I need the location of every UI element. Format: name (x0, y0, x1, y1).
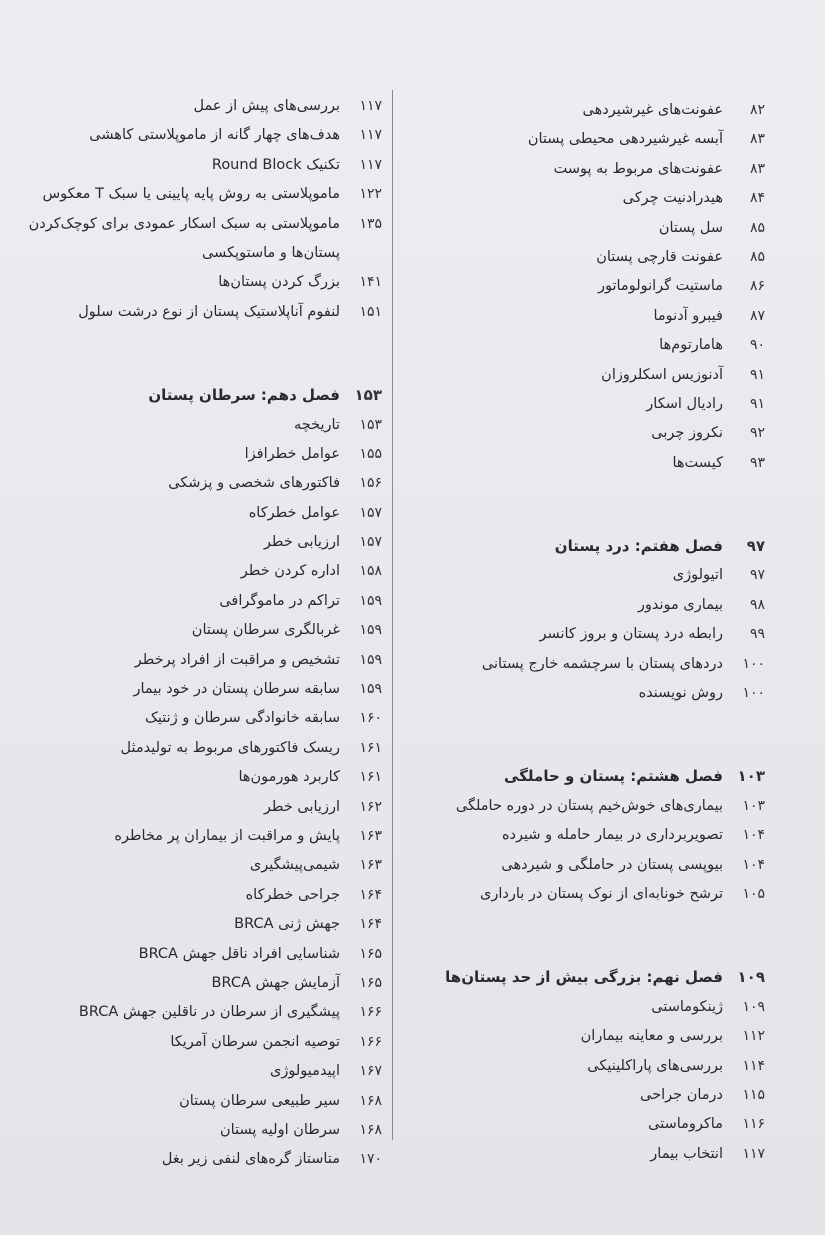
page-number: ۱۰۰ (742, 655, 765, 672)
toc-entry (20, 1087, 382, 1116)
entry-title: بررسی و معاینه بیماران (580, 1028, 723, 1045)
toc-entry (415, 272, 765, 301)
page-number: ۹۹ (749, 626, 765, 643)
page-number: ۱۰۰ (742, 685, 765, 702)
page-number: ۱۶۴ (359, 916, 382, 933)
page-number: ۱۱۷ (359, 98, 382, 114)
chapter-title: فصل هفتم: درد پستان (554, 537, 723, 556)
entry-title: غربالگری سرطان پستان (191, 622, 340, 639)
toc-entry (415, 880, 765, 909)
page-number: ۱۳۵ (359, 215, 382, 232)
toc-left-column (20, 92, 382, 1175)
toc-entry (20, 822, 382, 851)
page-number: ۱۶۱ (359, 769, 382, 786)
toc-entry (20, 469, 382, 498)
entry-title: ارزیابی خطر (263, 798, 340, 815)
page-number: ۱۵۷ (359, 504, 382, 521)
page-number: ۸۷ (749, 307, 765, 324)
page-number: ۱۶۶ (359, 1033, 382, 1050)
entry-title: عفونت قارچی پستان (596, 248, 723, 265)
toc-entry (415, 650, 765, 679)
page-number: ۱۵۳ (354, 386, 382, 405)
toc-entry (20, 528, 382, 557)
toc-right-column (415, 96, 765, 1169)
entry-title: کیست‌ها (672, 454, 723, 471)
page-number: ۱۶۰ (359, 710, 382, 727)
page-number: ۱۴۱ (359, 274, 382, 291)
entry-title: انتخاب بیمار (650, 1145, 723, 1162)
entry-title: سابقه خانوادگی سرطان و ژنتیک (144, 710, 340, 727)
toc-entry (20, 557, 382, 586)
toc-entry (415, 851, 765, 880)
page-number: ۸۳ (749, 160, 765, 177)
entry-title: سرطان اولیه پستان (220, 1121, 340, 1138)
entry-title: سیر طبیعی سرطان پستان (179, 1092, 340, 1109)
page-number: ۱۵۸ (359, 563, 382, 580)
toc-entry (20, 151, 382, 180)
toc-entry (415, 155, 765, 184)
entry-title: جهش ژنی BRCA (234, 916, 340, 933)
toc-entry (20, 411, 382, 440)
toc-entry (20, 92, 382, 121)
entry-title: رابطه درد پستان و بروز کانسر (539, 626, 723, 643)
entry-title: اداره کردن خطر (240, 563, 340, 580)
entry-title: ریسک فاکتورهای مربوط به تولیدمثل (120, 739, 340, 756)
page-number: ۱۵۱ (359, 303, 382, 320)
page-number: ۱۰۵ (742, 885, 765, 902)
page-number: ۱۵۹ (359, 681, 382, 698)
entry-title: ماموپلاستی به روش پایه پایینی یا سبک T معکوس (42, 186, 340, 203)
toc-entry (20, 793, 382, 822)
toc-entry (20, 587, 382, 616)
entry-title: بیماری‌های خوش‌خیم پستان در دوره حاملگی (455, 797, 723, 814)
toc-entry (415, 96, 765, 125)
toc-entry (20, 1028, 382, 1057)
page-number: ۸۶ (749, 278, 765, 295)
page-number: ۱۱۷ (359, 127, 382, 144)
entry-title: ماکروماستی (648, 1116, 723, 1133)
entry-title: روش نویسنده (638, 685, 723, 702)
page-number: ۸۴ (749, 190, 765, 207)
toc-entry (415, 419, 765, 448)
entry-title: عفونت‌های غیرشیردهی (582, 102, 723, 118)
toc-entry (20, 1145, 382, 1174)
entry-title: کاربرد هورمون‌ها (238, 769, 340, 786)
page-number: ۱۵۹ (359, 622, 382, 639)
entry-title: بیماری موندور (637, 596, 723, 613)
page-number: ۸۵ (749, 248, 765, 265)
toc-entry (415, 792, 765, 821)
toc-entry (20, 1057, 382, 1086)
chapter-heading (415, 532, 765, 561)
toc-entry (20, 180, 382, 209)
page-number: ۱۵۳ (359, 416, 382, 433)
toc-entry (415, 125, 765, 154)
toc-entry (415, 184, 765, 213)
page-number: ۹۲ (749, 425, 765, 442)
toc-entry (20, 210, 382, 269)
page-number: ۹۷ (746, 537, 765, 556)
toc-entry (20, 440, 382, 469)
entry-title: هدف‌های چهار گانه از ماموپلاستی کاهشی (89, 127, 340, 144)
entry-title: بزرگ کردن پستان‌ها (218, 274, 340, 291)
entry-title: متاستاز گره‌های لنفی زیر بغل (161, 1151, 340, 1168)
entry-title: دردهای پستان با سرچشمه خارج پستانی (481, 655, 723, 672)
toc-entry (20, 268, 382, 297)
page-number: ۱۱۵ (742, 1086, 765, 1103)
toc-entry (415, 1110, 765, 1139)
page-number: ۱۶۸ (359, 1092, 382, 1109)
toc-entry (20, 998, 382, 1027)
page-number: ۱۶۳ (359, 828, 382, 844)
toc-entry (20, 881, 382, 910)
entry-title: ژینکوماستی (651, 998, 723, 1015)
entry-title: عوامل خطرکاه (248, 504, 340, 521)
page-number: ۱۵۶ (359, 475, 382, 492)
entry-title: سل پستان (658, 219, 723, 236)
page-number: ۱۰۹ (742, 998, 765, 1015)
page-number: ۹۰ (749, 337, 765, 354)
entry-title: آبسه غیرشیردهی محیطی پستان (527, 131, 723, 148)
entry-title: پیشگیری از سرطان در ناقلین جهش BRCA (78, 1004, 340, 1021)
page-number: ۱۵۷ (359, 534, 382, 551)
toc-entry (20, 910, 382, 939)
toc-entry (20, 969, 382, 998)
toc-entry (415, 243, 765, 272)
entry-title: رادیال اسکار (646, 395, 723, 412)
page-number: ۹۱ (749, 395, 765, 412)
entry-title: تصویربرداری در بیمار حامله و شیرده (501, 827, 723, 844)
page-number: ۱۶۸ (359, 1121, 382, 1138)
toc-entry (415, 361, 765, 390)
toc-entry (415, 449, 765, 478)
toc-entry (20, 646, 382, 675)
page-number: ۸۵ (749, 219, 765, 236)
entry-title: سابقه سرطان پستان در خود بیمار (133, 681, 340, 698)
page-number: ۱۱۲ (742, 1028, 765, 1045)
page-number: ۱۶۵ (359, 974, 382, 991)
page-number: ۱۶۴ (359, 886, 382, 903)
entry-title: جراحی خطرکاه (245, 886, 340, 903)
page-number: ۱۵۹ (359, 592, 382, 609)
toc-entry (20, 704, 382, 733)
entry-title: درمان جراحی (640, 1086, 723, 1103)
entry-title: نکروز چربی (651, 425, 723, 442)
page-number: ۱۶۶ (359, 1004, 382, 1021)
page-number: ۱۵۵ (359, 445, 382, 462)
toc-entry (415, 214, 765, 243)
toc-entry (20, 499, 382, 528)
entry-title: تراکم در ماموگرافی (219, 592, 340, 609)
entry-title: تکنیک Round Block (211, 156, 340, 173)
toc-entry (415, 679, 765, 708)
page-number: ۱۱۶ (742, 1116, 765, 1133)
entry-title: توصیه انجمن سرطان آمریکا (170, 1033, 340, 1050)
entry-title: تاریخچه (294, 416, 340, 433)
entry-title: ترشح خونابه‌ای از نوک پستان در بارداری (480, 885, 723, 902)
entry-title: فاکتورهای شخصی و پزشکی (168, 475, 340, 492)
page-number: ۹۱ (749, 366, 765, 383)
toc-entry (415, 302, 765, 331)
page-number: ۱۰۳ (737, 767, 765, 786)
entry-title: ارزیابی خطر (263, 534, 340, 551)
chapter-title: فصل هشتم: پستان و حاملگی (504, 767, 723, 786)
chapter-title: فصل دهم: سرطان پستان (148, 386, 340, 405)
chapter-title: فصل نهم: بزرگی بیش از حد پستان‌ها (445, 968, 723, 987)
page-number: ۸۲ (749, 102, 765, 118)
toc-entry (20, 763, 382, 792)
page-number: ۱۰۳ (742, 797, 765, 814)
toc-entry (415, 331, 765, 360)
chapter-heading (20, 381, 382, 410)
page-number: ۱۶۷ (359, 1063, 382, 1080)
page-number: ۱۶۲ (359, 798, 382, 815)
toc-entry (415, 390, 765, 419)
toc-entry (20, 1116, 382, 1145)
entry-title: شیمی‌پیشگیری (249, 857, 340, 874)
page-number: ۱۷۰ (359, 1151, 382, 1168)
toc-entry (20, 940, 382, 969)
toc-entry (415, 1022, 765, 1051)
toc-entry (20, 734, 382, 763)
page-number: ۱۵۹ (359, 651, 382, 668)
toc-entry (20, 675, 382, 704)
page-number: ۹۳ (749, 454, 765, 471)
entry-title: عوامل خطرافزا (244, 445, 340, 462)
page-number: ۱۶۱ (359, 739, 382, 756)
page-number: ۹۸ (749, 596, 765, 613)
entry-title: لنفوم آناپلاستیک پستان از نوع درشت سلول (78, 303, 340, 320)
toc-entry (415, 993, 765, 1022)
entry-title: عفونت‌های مربوط به پوست (553, 160, 723, 177)
page-number: ۸۳ (749, 131, 765, 148)
entry-title: بررسی‌های پاراکلینیکی (587, 1057, 723, 1074)
entry-title: بررسی‌های پیش از عمل (193, 98, 340, 114)
toc-entry (415, 591, 765, 620)
toc-entry (415, 1081, 765, 1110)
toc-entry (415, 620, 765, 649)
entry-title: اتیولوژی (672, 567, 723, 584)
page-number: ۱۱۴ (742, 1057, 765, 1074)
entry-title: ماستیت گرانولوماتور (597, 278, 723, 295)
entry-title: هیدرادنیت چرکی (622, 190, 723, 207)
toc-entry (415, 561, 765, 590)
page-number: ۱۶۵ (359, 945, 382, 962)
entry-title: بیوپسی پستان در حاملگی و شیردهی (501, 856, 723, 873)
toc-entry (20, 298, 382, 327)
page-number: ۱۱۷ (359, 156, 382, 173)
page-number: ۱۰۴ (742, 856, 765, 873)
page-number: ۱۱۷ (742, 1145, 765, 1162)
entry-title: شناسایی افراد ناقل جهش BRCA (138, 945, 340, 962)
chapter-heading (415, 762, 765, 791)
toc-entry (415, 1052, 765, 1081)
toc-entry (20, 851, 382, 880)
toc-entry (20, 616, 382, 645)
column-divider (392, 90, 393, 1140)
toc-entry (20, 121, 382, 150)
page-number: ۱۰۹ (737, 968, 765, 987)
page-number: ۹۷ (749, 567, 765, 584)
entry-title: تشخیص و مراقبت از افراد پرخطر (134, 651, 340, 668)
entry-title: هامارتوم‌ها (659, 337, 723, 354)
toc-entry (415, 1140, 765, 1169)
entry-title: فیبرو آدنوما (653, 307, 723, 324)
page-number: ۱۲۲ (359, 186, 382, 203)
entry-title: اپیدمیولوژی (270, 1063, 340, 1080)
entry-title: آدنوزیس اسکلروزان (601, 366, 723, 383)
entry-title: پایش و مراقبت از بیماران پر مخاطره (114, 828, 340, 844)
entry-title: آزمایش جهش BRCA (211, 974, 340, 991)
page-number: ۱۰۴ (742, 827, 765, 844)
page-number: ۱۶۳ (359, 857, 382, 874)
toc-entry (415, 821, 765, 850)
chapter-heading (415, 963, 765, 992)
entry-title: ماموپلاستی به سبک اسکار عمودی برای کوچک‌کردن پستان‌ها و ماستوپکسی (28, 215, 340, 261)
